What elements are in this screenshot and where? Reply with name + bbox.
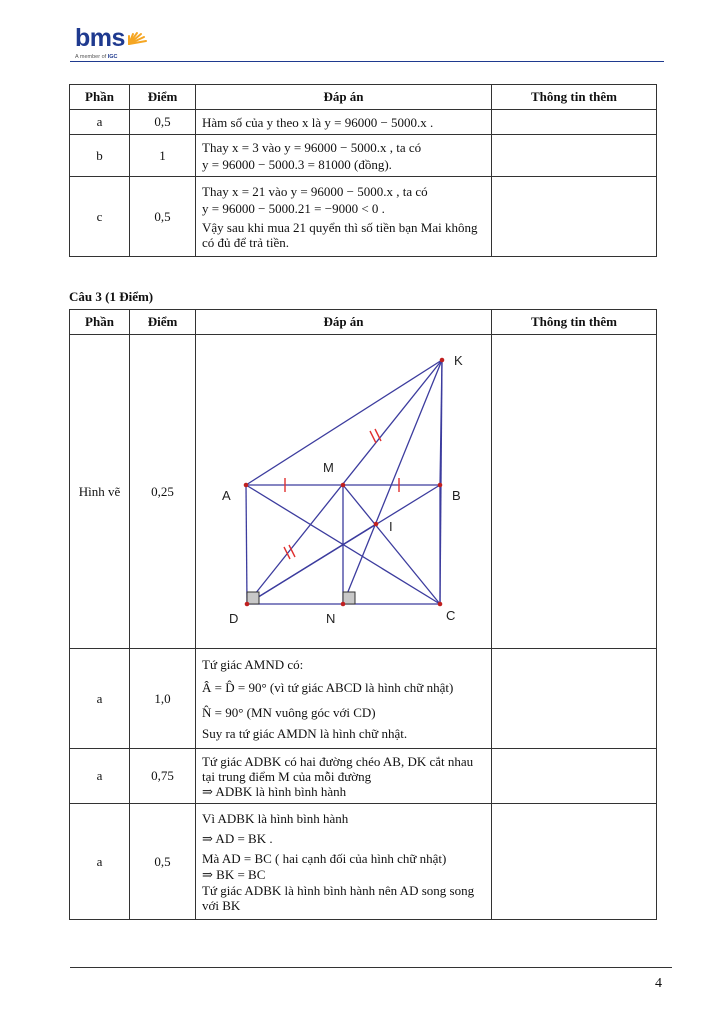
- point-m: [341, 483, 346, 488]
- segment-da: [246, 485, 247, 604]
- bms-logo: [75, 22, 165, 62]
- answer-line: Hàm số của y theo x là y = 96000 − 5000.x .: [202, 114, 434, 130]
- point-k: [440, 358, 445, 363]
- table-header-row: [70, 85, 657, 110]
- footer-rule: [70, 967, 672, 968]
- right-angle-n: [343, 592, 355, 604]
- part-cell: a: [70, 804, 130, 920]
- segment-mc: [343, 485, 440, 604]
- section-title: Câu 3 (1 Điểm): [69, 289, 154, 304]
- point-c: [438, 602, 443, 607]
- table-row: [70, 177, 657, 257]
- score-cell: 0,5: [130, 110, 196, 135]
- extra-cell: [492, 110, 657, 135]
- segment-di: [247, 524, 376, 604]
- table-row: [70, 749, 657, 804]
- answer-line: Thay x = 3 vào y = 96000 − 5000.x , ta có: [202, 139, 422, 155]
- label-a: A: [222, 488, 231, 503]
- extra-cell: [492, 135, 657, 177]
- score-cell: 0,25: [130, 335, 196, 649]
- answer-line: Thay x = 21 vào y = 96000 − 5000.x , ta có: [202, 184, 428, 199]
- answer-cell: [196, 177, 492, 257]
- answer-table-1: [69, 84, 657, 257]
- point-i: [374, 522, 379, 527]
- logo-wordmark: bms: [75, 24, 125, 52]
- answer-cell: [196, 749, 492, 804]
- extra-cell: [492, 335, 657, 649]
- part-cell: Hình vẽ: [70, 335, 130, 649]
- answer-line: Mà AD = BC ( hai cạnh đối của hình chữ nhật): [202, 850, 447, 866]
- answer-cell: [196, 110, 492, 135]
- label-k: K: [454, 353, 463, 368]
- score-cell: 1: [130, 135, 196, 177]
- extra-cell: [492, 749, 657, 804]
- logo-tagline: A member of IGC: [75, 54, 118, 60]
- point-b: [438, 483, 443, 488]
- part-cell: c: [70, 177, 130, 257]
- page-number: 4: [655, 976, 662, 991]
- answer-cell: [196, 135, 492, 177]
- label-d: D: [229, 611, 239, 626]
- right-angle-d: [247, 592, 259, 604]
- header-part: Phần: [70, 85, 130, 110]
- answer-cell: [196, 804, 492, 920]
- figure-cell: [196, 335, 492, 649]
- header-extra: Thông tin thêm: [492, 310, 657, 335]
- label-c: C: [446, 608, 456, 623]
- table-header-row: [70, 310, 657, 335]
- answer-line: ⇒ AD = BK .: [202, 830, 273, 846]
- part-cell: b: [70, 135, 130, 177]
- part-cell: a: [70, 110, 130, 135]
- answer-line: Tứ giác AMND có:: [202, 656, 304, 672]
- header-rule: [70, 61, 664, 62]
- answer-line: Vì ADBK là hình bình hành: [202, 810, 349, 826]
- answer-line: N̂ = 90° (MN vuông góc với CD): [202, 704, 376, 720]
- answer-cell: [196, 649, 492, 749]
- label-n: N: [326, 611, 336, 626]
- answer-table-2: [69, 309, 657, 920]
- answer-line: Tứ giác ADBK là hình bình hành nên AD song song với BK: [202, 882, 475, 913]
- header-answer: Đáp án: [196, 310, 492, 335]
- sunburst-icon: [125, 22, 151, 48]
- answer-line: ⇒ BK = BC: [202, 866, 266, 882]
- segment-kn: [343, 360, 442, 604]
- extra-cell: [492, 804, 657, 920]
- header-answer: Đáp án: [196, 85, 492, 110]
- table-row: [70, 804, 657, 920]
- label-i: I: [389, 519, 393, 534]
- answer-line: ⇒ ADBK là hình bình hành: [202, 783, 347, 799]
- figure-row: [70, 335, 657, 649]
- tick-mk-1: [370, 431, 376, 443]
- answer-line: y = 96000 − 5000.3 = 81000 (đồng).: [202, 156, 392, 172]
- header-extra: Thông tin thêm: [492, 85, 657, 110]
- answer-line: Â = D̂ = 90° (vì tứ giác ABCD là hình chữ nhật): [202, 679, 454, 695]
- part-cell: a: [70, 649, 130, 749]
- header-part: Phần: [70, 310, 130, 335]
- table-row: [70, 649, 657, 749]
- label-m: M: [323, 460, 334, 475]
- segment-ak: [246, 360, 442, 485]
- header-score: Điểm: [130, 85, 196, 110]
- label-b: B: [452, 488, 461, 503]
- extra-cell: [492, 177, 657, 257]
- score-cell: 0,75: [130, 749, 196, 804]
- geometry-figure: [196, 335, 492, 648]
- point-a: [244, 483, 249, 488]
- part-cell: a: [70, 749, 130, 804]
- segment-dk: [247, 360, 442, 604]
- table-row: [70, 135, 657, 177]
- score-cell: 0,5: [130, 804, 196, 920]
- table-row: [70, 110, 657, 135]
- answer-line: Suy ra tứ giác AMDN là hình chữ nhật.: [202, 725, 408, 741]
- header-score: Điểm: [130, 310, 196, 335]
- answer-line: Tứ giác ADBK có hai đường chéo AB, DK cắt nhau tại trung điểm M của mỗi đường: [202, 753, 474, 784]
- score-cell: 0,5: [130, 177, 196, 257]
- point-d: [245, 602, 250, 607]
- score-cell: 1,0: [130, 649, 196, 749]
- answer-line: Vậy sau khi mua 21 quyển thì số tiền bạn Mai không có đủ để trả tiền.: [202, 220, 478, 250]
- extra-cell: [492, 649, 657, 749]
- point-n: [341, 602, 346, 607]
- answer-line: y = 96000 − 5000.21 = −9000 < 0 .: [202, 201, 385, 216]
